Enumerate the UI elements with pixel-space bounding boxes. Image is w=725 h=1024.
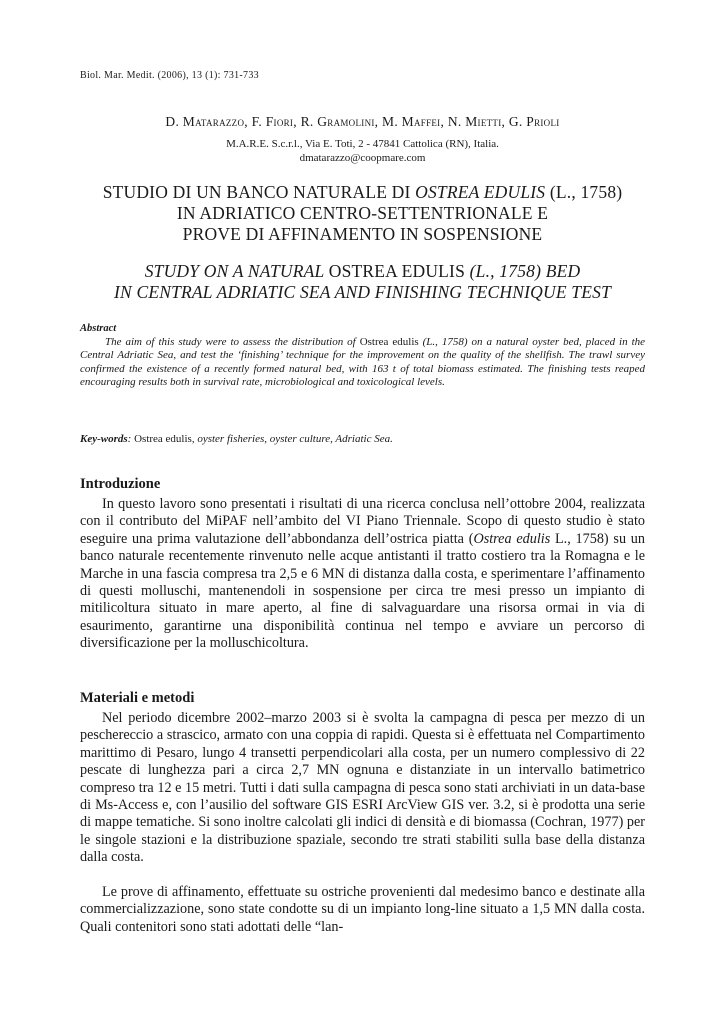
intro-paragraph: In questo lavoro sono presentati i risultati di una ricerca conclusa nell’ottobre 2004, realizzata con il contributo del MiPAF nell’ambito del VI Piano Triennale. Scopo di questo studio è stato eseguire una prima valutazione dell’abbondanza dell’ostrica piatta (Ostrea edulis L., 1758) su un banco naturale recentemente rinvenuto nelle acque antistanti il tratto costiero tra la Romagna e le Marche in una fascia compresa tra 2,5 e 6 MN di distanza dalla costa, e sperimentare l’affinamento di questi molluschi, mantenendoli in sospensione per circa tre mesi presso un impianto di mitilicoltura situato in mare aperto, al fine di salvaguardare una risorsa ormai in via di esaurimento, garantirne una disponibilità continua nel tempo e avviare un percorso di diversificazione per la molluschicoltura.	[80, 496, 645, 652]
methods-paragraph-2: Le prove di affinamento, effettuate su ostriche provenienti dal medesimo banco e destinate alla commercializzazione, sono state condotte su di un impianto long-line situato a 1,5 MN dalla costa. Quali contenitori sono stati adottati delle “lan-	[80, 884, 645, 935]
author-list: D. Matarazzo, F. Fiori, R. Gramolini, M. Maffei, N. Mietti, G. Prioli	[165, 114, 560, 129]
abstract-heading: Abstract	[80, 323, 117, 334]
section-heading-methods: Materiali e metodi	[80, 690, 195, 706]
keywords-species: Ostrea edulis	[134, 433, 192, 445]
english-title	[60, 261, 665, 303]
abstract-species: Ostrea edulis	[359, 336, 419, 348]
title-line-1: STUDIO DI UN BANCO NATURALE DI OSTREA EDULIS (L., 1758)	[102, 182, 623, 202]
journal-reference: Biol. Mar. Medit. (2006), 13 (1): 731-733	[80, 70, 259, 81]
section-heading-intro: Introduzione	[80, 476, 161, 492]
intro-species: Ostrea edulis	[473, 530, 551, 547]
title-line-2: IN ADRIATICO CENTRO-SETTENTRIONALE E	[176, 203, 549, 223]
keywords-rest: oyster fisheries, oyster culture, Adriatic Sea.	[197, 433, 393, 445]
abstract-text: The aim of this study were to assess the distribution of Ostrea edulis (L., 1758) on a natural oyster bed, placed in the Central Adriatic Sea, and test the ‘finishing’ technique for the improvement on the quality of the shellfish. The trawl survey confirmed the existence of a recently formed natural bed, with 163 t of total biomass estimated. The finishing tests reaped encouraging results both in survival rate, microbiological and toxicological levels.	[80, 336, 646, 388]
title-line-3: PROVE DI AFFINAMENTO IN SOSPENSIONE	[182, 224, 543, 244]
paper-title	[60, 182, 665, 245]
affiliation: M.A.R.E. S.c.r.l., Via E. Toti, 2 - 47841 Cattolica (RN), Italia.	[226, 138, 499, 150]
email-address: dmatarazzo@coopmare.com	[299, 152, 426, 164]
keywords: Key-words: Ostrea edulis, oyster fisheries, oyster culture, Adriatic Sea.	[80, 433, 393, 445]
keywords-label: Key-words	[80, 433, 128, 445]
methods-paragraph-1: Nel periodo dicembre 2002–marzo 2003 si è svolta la campagna di pesca per mezzo di un peschereccio a strascico, armato con una coppia di rapidi. Questa si è effettuata nel Compartimento marittimo di Pesaro, lungo 4 transetti perpendicolari alla costa, per un numero complessivo di 22 pescate di lunghezza pari a circa 2,7 MN ognuna e distanziate in un intervallo batimetrico compreso tra 12 e 15 metri. Tutti i dati sulla campagna di pesca sono stati archiviati in un data-base di Ms-Access e, con l’ausilio del software GIS ESRI ArcView GIS ver. 3.2, si è prodotta una serie di mappe tematiche. Si sono inoltre calcolati gli indici di densità e di biomassa (Cochran, 1977) per le singole stazioni e la distribuzione spaziale, secondo tre strati stabiliti sulla base della distanza dalla costa.	[80, 710, 645, 866]
affiliation-block	[80, 137, 645, 165]
english-title-line-1: STUDY ON A NATURAL OSTREA EDULIS (L., 1758) BED	[144, 261, 581, 281]
english-title-species: OSTREA EDULIS	[328, 261, 466, 281]
title-species: OSTREA EDULIS	[415, 182, 546, 202]
english-title-line-2: IN CENTRAL ADRIATIC SEA AND FINISHING TECHNIQUE TEST	[113, 282, 612, 302]
